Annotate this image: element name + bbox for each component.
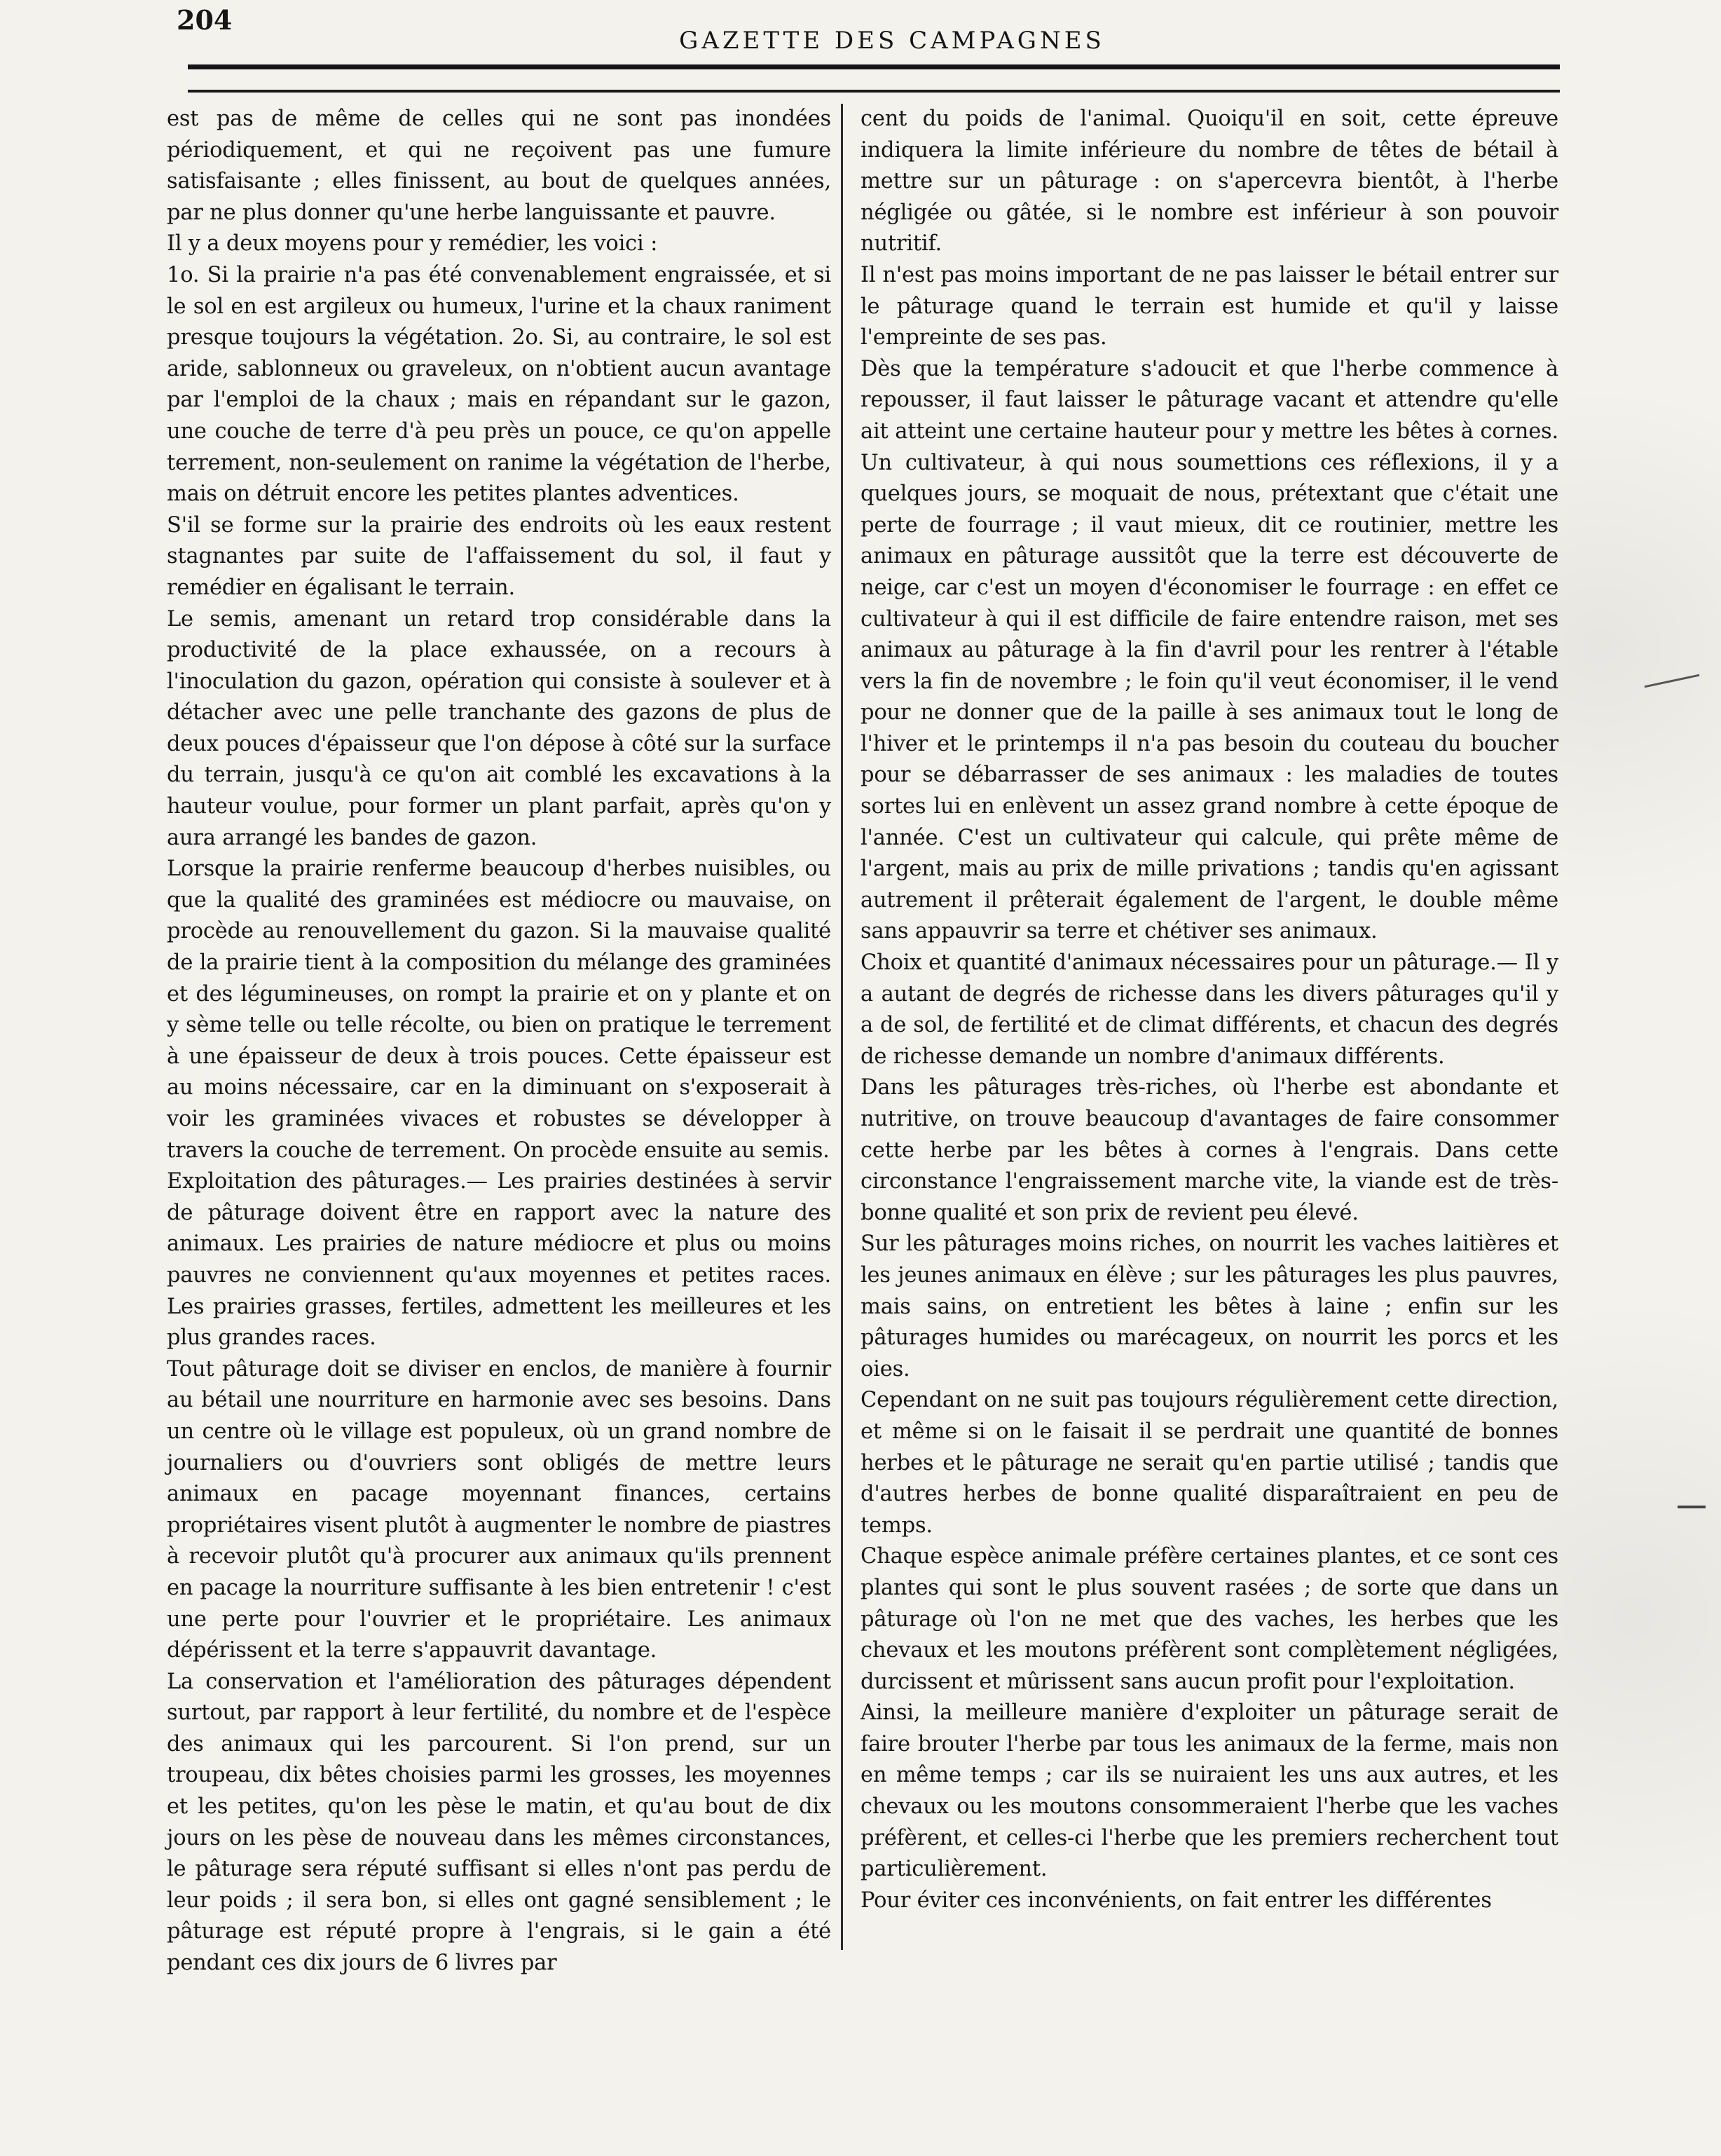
margin-mark <box>1645 674 1700 688</box>
paragraph: Sur les pâturages moins riches, on nourrit les vaches laitières et les jeunes animaux en élève ; sur les pâturages les plus pauvres, mais sains, on entretient les bêtes à laine ; enfin sur les pâturages humides ou marécageux, on nourrit les porcs et les oies. <box>860 1231 1558 1381</box>
paragraph: Ainsi, la meilleure manière d'exploiter un pâturage serait de faire brouter l'herbe par tous les animaux de la ferme, mais non en même temps ; car ils se nuiraient les uns aux autres, et les chevaux ou les moutons consommeraient l'herbe que les vaches préfèrent, et celles-ci l'herbe que les premiers recherchent tout particulièrement. <box>860 1700 1558 1882</box>
paragraph: S'il se forme sur la prairie des endroits où les eaux restent stagnantes par suite de l'affaissement du sol, il faut y remédier en égalisant le terrain. <box>167 512 831 600</box>
paragraph: Chaque espèce animale préfère certaines plantes, et ce sont ces plantes qui sont le plus souvent rasées ; de sorte que dans un pâturage où l'on ne met que des vaches, les herbes que les chevaux et les moutons préfèrent sont complètement négligées, durcissent et mûrissent sans aucun profit pour l'exploitation. <box>860 1544 1558 1694</box>
header-rule-thin <box>188 90 1560 93</box>
column-divider <box>841 104 843 1950</box>
section-paragraph: Choix et quantité d'animaux nécessaires pour un pâturage.— Il y a autant de degrés de richesse dans les divers pâturages qu'il y a de sol, de fertilité et de climat différents, et chacun des degrés de richesse demande un nombre d'animaux différents. <box>860 950 1558 1069</box>
paragraph: Cependant on ne suit pas toujours régulièrement cette direction, et même si on le faisait il se perdrait une quantité de bonnes herbes et le pâturage ne serait qu'en partie utilisé ; tandis que d'autres herbes de bonne qualité disparaîtraient en peu de temps. <box>860 1388 1558 1538</box>
margin-mark <box>1678 1506 1706 1508</box>
paragraph: 1o. Si la prairie n'a pas été convenablement engraissée, et si le sol en est argileux ou humeux, l'urine et la chaux raniment presque toujours la végétation. 2o. Si, au contraire, le sol est aride, sablonneux ou graveleux, on n'obtient aucun avantage par l'emploi de la chaux ; mais en répandant sur le gazon, une couche de terre d'à peu près un pouce, ce qu'on appelle terrement, non-seulement on ranime la végétation de l'herbe, mais on détruit encore les petites plantes adventices. <box>167 262 831 507</box>
paragraph: cent du poids de l'animal. Quoiqu'il en soit, cette épreuve indiquera la limite inférieure du nombre de têtes de bétail à mettre sur un pâturage : on s'apercevra bientôt, à l'herbe négligée ou gâtée, si le nombre est inférieur à son pouvoir nutritif. <box>860 107 1558 257</box>
page-number: 204 <box>177 4 233 36</box>
paragraph: Lorsque la prairie renferme beaucoup d'herbes nuisibles, ou que la qualité des graminées est médiocre ou mauvaise, on procède au renouvellement du gazon. Si la mauvaise qualité de la prairie tient à la composition du mélange des graminées et des légumineuses, on rompt la prairie et on y plante et on y sème telle ou telle récolte, ou bien on pratique le terrement à une épaisseur de deux à trois pouces. Cette épaisseur est au moins nécessaire, car en la diminuant on s'exposerait à voir les graminées vivaces et robustes se développer à travers la couche de terrement. On procède ensuite au semis. <box>167 857 831 1163</box>
left-column <box>167 104 831 1979</box>
paragraph: La conservation et l'amélioration des pâturages dépendent surtout, par rapport à leur fertilité, du nombre et de l'espèce des animaux qui les parcourent. Si l'on prend, sur un troupeau, dix bêtes choisies parmi les grosses, les moyennes et les petites, qu'on les pèse le matin, et qu'au bout de dix jours on les pèse de nouveau dans les mêmes circonstances, le pâturage sera réputé suffisant si elles n'ont pas perdu de leur poids ; il sera bon, si elles ont gagné sensiblement ; le pâturage est réputé propre à l'engrais, si le gain a été pendant ces dix jours de 6 livres par <box>167 1669 831 1976</box>
paragraph: Le semis, amenant un retard trop considérable dans la productivité de la place exhaussée, on a recours à l'inoculation du gazon, opération qui consiste à soulever et à détacher avec une pelle tranchante des gazons de plus de deux pouces d'épaisseur que l'on dépose à côté sur la surface du terrain, jusqu'à ce qu'on ait comblé les excavations à la hauteur voulue, pour former un plant parfait, après qu'on y aura arrangé les bandes de gazon. <box>167 606 831 850</box>
header-rule-thick <box>188 64 1560 69</box>
paragraph: Pour éviter ces inconvénients, on fait entrer les différentes <box>860 1888 1492 1913</box>
section-paragraph: Exploitation des pâturages.— Les prairies destinées à servir de pâturage doivent être en rapport avec la nature des animaux. Les prairies de nature médiocre et plus ou moins pauvres ne conviennent qu'aux moyennes et petites races. Les prairies grasses, fertiles, admettent les meilleures et les plus grandes races. <box>167 1169 831 1351</box>
masthead-title: GAZETTE DES CAMPAGNES <box>679 27 1105 55</box>
paragraph: Il n'est pas moins important de ne pas laisser le bétail entrer sur le pâturage quand le terrain est humide et qu'il y laisse l'empreinte de ses pas. <box>860 262 1558 350</box>
paragraph: est pas de même de celles qui ne sont pas inondées périodiquement, et qui ne reçoivent pas une fumure satisfaisante ; elles finissent, au bout de quelques années, par ne plus donner qu'une herbe languissante et pauvre. <box>167 107 831 225</box>
paragraph: Dans les pâturages très-riches, où l'herbe est abondante et nutritive, on trouve beaucoup d'avantages de faire consommer cette herbe par les bêtes à cornes à l'engrais. Dans cette circonstance l'engraissement marche vite, la viande est de très-bonne qualité et son prix de revient peu élevé. <box>860 1075 1558 1225</box>
paragraph: Dès que la température s'adoucit et que l'herbe commence à repousser, il faut laisser le pâturage vacant et attendre qu'elle ait atteint une certaine hauteur pour y mettre les bêtes à cornes. Un cultivateur, à qui nous soumettions ces réflexions, il y a quelques jours, se moquait de nous, prétextant que c'était une perte de fourrage ; il vaut mieux, dit ce routinier, mettre les animaux en pâturage aussitôt que la terre est découverte de neige, car c'est un moyen d'économiser le fourrage : en effet ce cultivateur à qui il est difficile de faire entendre raison, met ses animaux au pâturage à la fin d'avril pour les rentrer à l'étable vers la fin de novembre ; le foin qu'il veut économiser, il le vend pour ne donner que de la paille à ses animaux tout le long de l'hiver et le printemps il n'a pas besoin du couteau du boucher pour se débarrasser de ses animaux : les maladies de toutes sortes lui en enlèvent un assez grand nombre à cette époque de l'année. C'est un cultivateur qui calcule, qui prête même de l'argent, mais au prix de mille privations ; tandis qu'en agissant autrement il prêterait également de l'argent, le double même sans appauvrir sa terre et chétiver ses animaux. <box>860 356 1558 944</box>
right-column <box>860 104 1558 1916</box>
paragraph: Tout pâturage doit se diviser en enclos, de manière à fournir au bétail une nourriture en harmonie avec ses besoins. Dans un centre où le village est populeux, où un grand nombre de journaliers ou d'ouvriers sont obligés de mettre leurs animaux en pacage moyennant finances, certains propriétaires visent plutôt à augmenter le nombre de piastres à recevoir plutôt qu'à procurer aux animaux qu'ils prennent en pacage la nourriture suffisante à les bien entretenir ! c'est une perte pour l'ouvrier et le propriétaire. Les animaux dépérissent et la terre s'appauvrit davantage. <box>167 1356 831 1663</box>
paragraph: Il y a deux moyens pour y remédier, les voici : <box>167 231 658 257</box>
